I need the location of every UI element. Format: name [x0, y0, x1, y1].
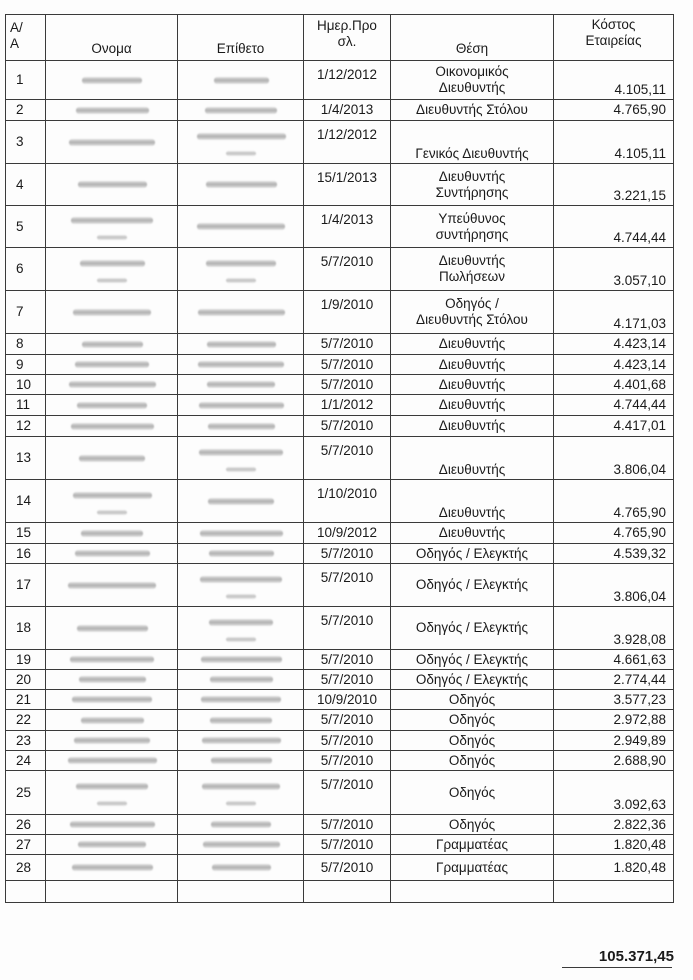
company-cost: 3.221,15 — [554, 164, 674, 206]
position: Γραμματέας — [391, 835, 554, 855]
redaction-blur — [208, 423, 275, 430]
company-cost: 1.820,48 — [554, 855, 674, 881]
redaction-blur — [201, 696, 281, 703]
redacted-last-name — [178, 815, 304, 835]
redacted-first-name — [46, 480, 178, 523]
table-row — [6, 690, 674, 710]
redacted-last-name — [178, 437, 304, 480]
redacted-last-name — [178, 544, 304, 564]
position: Οδηγός / Ελεγκτής — [391, 544, 554, 564]
redacted-first-name — [46, 731, 178, 751]
redaction-blur — [77, 625, 148, 632]
hire-date: 1/10/2010 — [304, 480, 391, 523]
redaction-blur — [197, 223, 285, 230]
redacted-last-name — [178, 564, 304, 607]
redaction-blur — [209, 550, 274, 557]
redacted-first-name — [46, 544, 178, 564]
position: Οδηγός — [391, 731, 554, 751]
hire-date: 1/12/2012 — [304, 61, 391, 100]
redacted-first-name — [46, 650, 178, 670]
position: Διευθυντής — [391, 416, 554, 437]
redacted-first-name — [46, 334, 178, 355]
redaction-blur — [82, 341, 143, 348]
row-number: 13 — [6, 437, 46, 480]
row-number: 3 — [6, 121, 46, 164]
hire-date: 1/4/2013 — [304, 206, 391, 248]
redaction-blur — [68, 582, 156, 589]
redaction-blur — [203, 841, 280, 848]
header-position: Θέση — [391, 15, 554, 61]
redacted-first-name — [46, 751, 178, 771]
row-number: 25 — [6, 771, 46, 815]
hire-date: 10/9/2010 — [304, 690, 391, 710]
row-number: 20 — [6, 670, 46, 690]
company-cost: 4.417,01 — [554, 416, 674, 437]
table-row — [6, 855, 674, 881]
company-cost: 4.661,63 — [554, 650, 674, 670]
redaction-blur — [208, 498, 274, 505]
company-cost: 2.949,89 — [554, 731, 674, 751]
redaction-blur — [75, 361, 149, 368]
redaction-blur — [201, 656, 282, 663]
redacted-first-name — [46, 855, 178, 881]
redaction-blur — [226, 467, 256, 472]
company-cost: 4.423,14 — [554, 334, 674, 355]
redaction-blur — [226, 594, 256, 599]
position: Οδηγός / Ελεγκτής — [391, 650, 554, 670]
redaction-blur — [76, 783, 148, 790]
hire-date: 1/4/2013 — [304, 100, 391, 121]
redaction-blur — [97, 235, 127, 240]
table-row — [6, 650, 674, 670]
staff-cost-table — [5, 14, 674, 903]
company-cost: 4.105,11 — [554, 61, 674, 100]
hire-date: 5/7/2010 — [304, 650, 391, 670]
redaction-blur — [210, 676, 273, 683]
table-row — [6, 248, 674, 291]
hire-date: 5/7/2010 — [304, 751, 391, 771]
redacted-first-name — [46, 670, 178, 690]
redacted-last-name — [178, 523, 304, 544]
company-cost: 4.765,90 — [554, 480, 674, 523]
redaction-blur — [97, 278, 127, 283]
company-cost: 3.806,04 — [554, 564, 674, 607]
table-row — [6, 416, 674, 437]
redaction-blur — [199, 449, 283, 456]
company-cost: 3.806,04 — [554, 437, 674, 480]
empty-cell — [6, 881, 46, 903]
header-row — [6, 15, 674, 61]
empty-row — [6, 881, 674, 903]
row-number: 15 — [6, 523, 46, 544]
row-number: 4 — [6, 164, 46, 206]
redacted-first-name — [46, 771, 178, 815]
redacted-first-name — [46, 100, 178, 121]
redaction-blur — [226, 801, 256, 806]
table-row — [6, 564, 674, 607]
hire-date: 1/9/2010 — [304, 291, 391, 334]
row-number: 14 — [6, 480, 46, 523]
position: Οδηγός / Ελεγκτής — [391, 564, 554, 607]
position: Διευθυντής — [391, 437, 554, 480]
grand-total: 105.371,45 — [598, 948, 674, 965]
redaction-blur — [71, 423, 154, 430]
hire-date: 5/7/2010 — [304, 710, 391, 731]
redacted-last-name — [178, 121, 304, 164]
table-row — [6, 751, 674, 771]
company-cost: 2.822,36 — [554, 815, 674, 835]
redacted-first-name — [46, 206, 178, 248]
redaction-blur — [200, 530, 283, 537]
redacted-first-name — [46, 121, 178, 164]
position: Οδηγός — [391, 771, 554, 815]
row-number: 8 — [6, 334, 46, 355]
hire-date: 5/7/2010 — [304, 437, 391, 480]
table-row — [6, 164, 674, 206]
redaction-blur — [77, 402, 147, 409]
redacted-last-name — [178, 416, 304, 437]
table-row — [6, 835, 674, 855]
redaction-blur — [202, 737, 281, 744]
hire-date: 5/7/2010 — [304, 731, 391, 751]
redacted-first-name — [46, 395, 178, 416]
redacted-last-name — [178, 248, 304, 291]
redacted-first-name — [46, 437, 178, 480]
hire-date: 5/7/2010 — [304, 835, 391, 855]
table-row — [6, 61, 674, 100]
row-number: 6 — [6, 248, 46, 291]
redacted-first-name — [46, 248, 178, 291]
empty-cell — [46, 881, 178, 903]
redaction-blur — [199, 402, 284, 409]
redaction-blur — [70, 656, 154, 663]
company-cost: 2.774,44 — [554, 670, 674, 690]
redacted-last-name — [178, 375, 304, 395]
redaction-blur — [72, 864, 153, 871]
redaction-blur — [73, 309, 151, 316]
redaction-blur — [78, 841, 146, 848]
redacted-first-name — [46, 523, 178, 544]
table-row — [6, 334, 674, 355]
redacted-last-name — [178, 395, 304, 416]
redacted-last-name — [178, 334, 304, 355]
redaction-blur — [81, 717, 144, 724]
hire-date: 5/7/2010 — [304, 855, 391, 881]
redacted-first-name — [46, 710, 178, 731]
redacted-first-name — [46, 416, 178, 437]
row-number: 16 — [6, 544, 46, 564]
row-number: 26 — [6, 815, 46, 835]
hire-date: 1/1/2012 — [304, 395, 391, 416]
row-number: 18 — [6, 607, 46, 650]
redacted-last-name — [178, 771, 304, 815]
position: Διευθυντής — [391, 523, 554, 544]
position: Οδηγός / Ελεγκτής — [391, 670, 554, 690]
redaction-blur — [81, 530, 143, 537]
redacted-last-name — [178, 164, 304, 206]
position: Οδηγός / Ελεγκτής — [391, 607, 554, 650]
hire-date: 5/7/2010 — [304, 375, 391, 395]
position: Υπεύθυνος συντήρησης — [391, 206, 554, 248]
company-cost: 4.171,03 — [554, 291, 674, 334]
header-first-name: Ονομα — [46, 15, 178, 61]
table-row — [6, 771, 674, 815]
redaction-blur — [206, 260, 276, 267]
position: Διευθυντής — [391, 355, 554, 375]
redaction-blur — [226, 278, 256, 283]
row-number: 28 — [6, 855, 46, 881]
table-row — [6, 544, 674, 564]
redaction-blur — [200, 576, 282, 583]
table-row — [6, 480, 674, 523]
hire-date: 15/1/2013 — [304, 164, 391, 206]
empty-cell — [554, 881, 674, 903]
redaction-blur — [207, 381, 275, 388]
redaction-blur — [97, 510, 127, 515]
redaction-blur — [72, 696, 152, 703]
redacted-last-name — [178, 731, 304, 751]
redacted-last-name — [178, 855, 304, 881]
row-number: 21 — [6, 690, 46, 710]
hire-date: 5/7/2010 — [304, 334, 391, 355]
table-row — [6, 395, 674, 416]
hire-date: 5/7/2010 — [304, 416, 391, 437]
redaction-blur — [79, 676, 146, 683]
redacted-last-name — [178, 291, 304, 334]
redacted-first-name — [46, 164, 178, 206]
total-underline — [562, 967, 672, 968]
table-row — [6, 815, 674, 835]
header-hire-date: Ημερ.Προ σλ. — [304, 15, 391, 61]
hire-date: 1/12/2012 — [304, 121, 391, 164]
hire-date: 5/7/2010 — [304, 670, 391, 690]
row-number: 5 — [6, 206, 46, 248]
table-row — [6, 100, 674, 121]
company-cost: 2.972,88 — [554, 710, 674, 731]
company-cost: 3.057,10 — [554, 248, 674, 291]
table-row — [6, 731, 674, 751]
position: Γενικός Διευθυντής — [391, 121, 554, 164]
hire-date: 5/7/2010 — [304, 771, 391, 815]
hire-date: 5/7/2010 — [304, 355, 391, 375]
company-cost: 3.577,23 — [554, 690, 674, 710]
company-cost: 4.539,32 — [554, 544, 674, 564]
redaction-blur — [69, 381, 156, 388]
redaction-blur — [70, 821, 155, 828]
redaction-blur — [80, 260, 145, 267]
position: Διευθυντής Συντήρησης — [391, 164, 554, 206]
redaction-blur — [73, 492, 152, 499]
hire-date: 5/7/2010 — [304, 815, 391, 835]
empty-cell — [304, 881, 391, 903]
redacted-last-name — [178, 607, 304, 650]
redacted-first-name — [46, 835, 178, 855]
header-no: Α/ Α — [6, 15, 46, 61]
table-row — [6, 670, 674, 690]
header-last-name: Επίθετο — [178, 15, 304, 61]
row-number: 9 — [6, 355, 46, 375]
redaction-blur — [79, 455, 145, 462]
hire-date: 10/9/2012 — [304, 523, 391, 544]
hire-date: 5/7/2010 — [304, 544, 391, 564]
redacted-first-name — [46, 375, 178, 395]
row-number: 22 — [6, 710, 46, 731]
row-number: 2 — [6, 100, 46, 121]
redaction-blur — [97, 801, 127, 806]
redacted-last-name — [178, 710, 304, 731]
table-row — [6, 523, 674, 544]
redaction-blur — [206, 181, 277, 188]
company-cost: 4.765,90 — [554, 523, 674, 544]
table-row — [6, 291, 674, 334]
redaction-blur — [211, 757, 272, 764]
hire-date: 5/7/2010 — [304, 248, 391, 291]
table-row — [6, 375, 674, 395]
redacted-last-name — [178, 670, 304, 690]
table-row — [6, 607, 674, 650]
redaction-blur — [226, 151, 256, 156]
redaction-blur — [210, 717, 272, 724]
company-cost: 4.423,14 — [554, 355, 674, 375]
position: Διευθυντής — [391, 334, 554, 355]
redacted-last-name — [178, 835, 304, 855]
redaction-blur — [205, 107, 277, 114]
redaction-blur — [211, 821, 271, 828]
redaction-blur — [202, 783, 280, 790]
position: Οδηγός — [391, 710, 554, 731]
table-row — [6, 121, 674, 164]
redacted-last-name — [178, 650, 304, 670]
position: Διευθυντής Στόλου — [391, 100, 554, 121]
row-number: 1 — [6, 61, 46, 100]
redacted-last-name — [178, 61, 304, 100]
table-row — [6, 206, 674, 248]
company-cost: 2.688,90 — [554, 751, 674, 771]
row-number: 7 — [6, 291, 46, 334]
header-cost: Κόστος Εταιρείας — [554, 15, 674, 61]
row-number: 23 — [6, 731, 46, 751]
position: Διευθυντής — [391, 395, 554, 416]
position: Διευθυντής Πωλήσεων — [391, 248, 554, 291]
hire-date: 5/7/2010 — [304, 564, 391, 607]
row-number: 10 — [6, 375, 46, 395]
row-number: 17 — [6, 564, 46, 607]
company-cost: 3.092,63 — [554, 771, 674, 815]
company-cost: 4.401,68 — [554, 375, 674, 395]
row-number: 19 — [6, 650, 46, 670]
redaction-blur — [69, 139, 155, 146]
redacted-last-name — [178, 751, 304, 771]
redacted-last-name — [178, 480, 304, 523]
redaction-blur — [74, 737, 150, 744]
row-number: 11 — [6, 395, 46, 416]
redaction-blur — [76, 107, 149, 114]
redaction-blur — [82, 77, 142, 84]
redaction-blur — [197, 133, 286, 140]
redacted-first-name — [46, 690, 178, 710]
redacted-first-name — [46, 564, 178, 607]
row-number: 12 — [6, 416, 46, 437]
position: Οδηγός — [391, 815, 554, 835]
empty-cell — [391, 881, 554, 903]
redaction-blur — [78, 181, 147, 188]
hire-date: 5/7/2010 — [304, 607, 391, 650]
position: Οδηγός — [391, 690, 554, 710]
redacted-last-name — [178, 355, 304, 375]
table-body — [6, 61, 674, 903]
redaction-blur — [71, 217, 153, 224]
redaction-blur — [75, 550, 150, 557]
redacted-last-name — [178, 206, 304, 248]
row-number: 27 — [6, 835, 46, 855]
redacted-first-name — [46, 291, 178, 334]
redaction-blur — [68, 757, 157, 764]
redacted-first-name — [46, 607, 178, 650]
redaction-blur — [198, 309, 285, 316]
table-row — [6, 710, 674, 731]
redacted-last-name — [178, 690, 304, 710]
company-cost: 4.105,11 — [554, 121, 674, 164]
position: Διευθυντής — [391, 480, 554, 523]
redacted-first-name — [46, 61, 178, 100]
company-cost: 1.820,48 — [554, 835, 674, 855]
position: Οδηγός / Διευθυντής Στόλου — [391, 291, 554, 334]
redacted-first-name — [46, 815, 178, 835]
position: Γραμματέας — [391, 855, 554, 881]
company-cost: 4.765,90 — [554, 100, 674, 121]
table-row — [6, 437, 674, 480]
company-cost: 4.744,44 — [554, 206, 674, 248]
company-cost: 4.744,44 — [554, 395, 674, 416]
redaction-blur — [212, 864, 271, 871]
position: Οδηγός — [391, 751, 554, 771]
redaction-blur — [207, 341, 276, 348]
table-row — [6, 355, 674, 375]
row-number: 24 — [6, 751, 46, 771]
redacted-first-name — [46, 355, 178, 375]
company-cost: 3.928,08 — [554, 607, 674, 650]
empty-cell — [178, 881, 304, 903]
position: Διευθυντής — [391, 375, 554, 395]
redaction-blur — [226, 637, 256, 642]
redaction-blur — [214, 77, 269, 84]
redaction-blur — [198, 361, 284, 368]
position: Οικονομικός Διευθυντής — [391, 61, 554, 100]
redaction-blur — [209, 619, 273, 626]
redacted-last-name — [178, 100, 304, 121]
